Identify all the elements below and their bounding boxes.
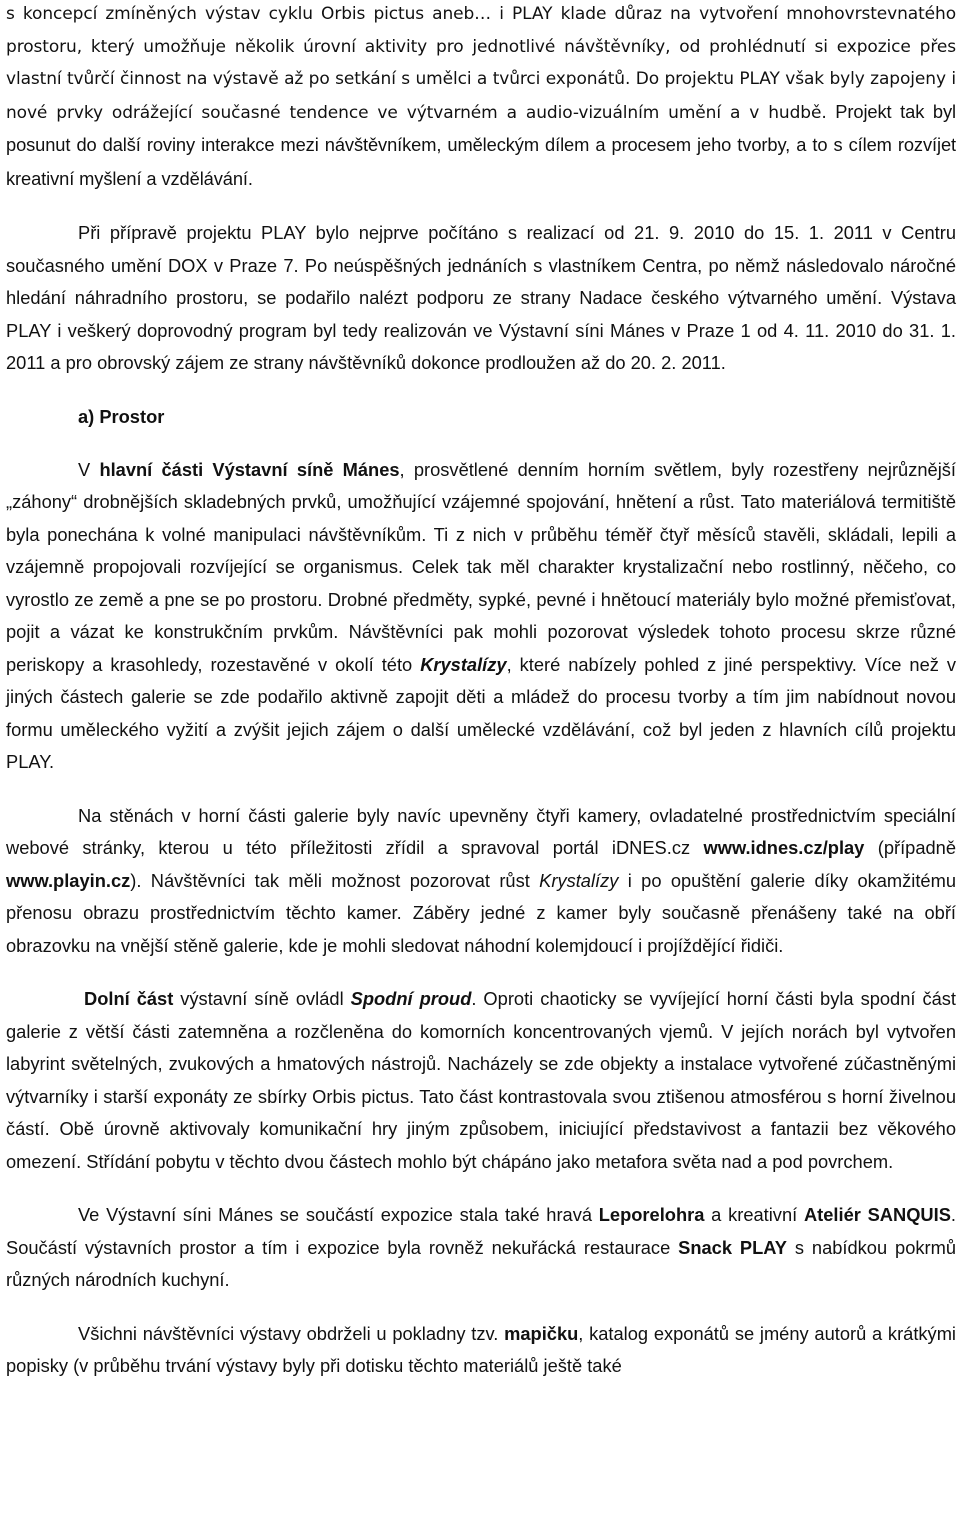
section-heading: a) Prostor [78, 405, 165, 427]
paragraph-lower-part [6, 983, 956, 1178]
spodni-proud-term: Spodní proud [350, 988, 472, 1009]
paragraph-main-hall [6, 454, 956, 779]
cameras-text: i po opuštění galerie díky okamžitému přenosu obrazu prostřednictvím těchto kamer. Záběry jedné z kamer byly současně přenášeny také na obří obrazovku na vnější stěně galerie, kde je mohli sledovat náhodní kolemjdoucí i projíždějící řidiči. [6, 869, 956, 956]
preparation-text-part1: Při přípravě projektu PLAY bylo nejprve počítáno s realizací od 21. 9. 2010 do 15. 1. 2011 v Centru současného umění DOX v Praze 7. [6, 222, 956, 276]
paragraph-preparation [6, 217, 956, 380]
cameras-text: (případně [864, 837, 956, 858]
preparation-text-part2: Po neúspěšných jednáních s vlastníkem Centra, po němž následovalo náročné hledání náhradního prostoru, se podařilo nalézt podporu ze strany Nadace českého výtvarného umění. Výstava PLAY i veškerý doprovodný program byl tedy realizován ve Výstavní síni Mánes v Praze 1 od 4. 11. 2010 do 31. 1. 2011 a pro obrovský zájem ze strany návštěvníků dokonce prodloužen až do 20. 2. 2011. [6, 254, 956, 373]
paragraph-cameras [6, 800, 956, 963]
krystaliza-term: Krystalízy [420, 653, 507, 675]
mapicka-bold: mapičku [504, 1322, 579, 1344]
main-hall-text: , prosvětlené denním horním světlem, byly rozestřeny nejrůznější „záhony“ drobnějších skladebných prvků, umožňující vzájemné spojování, hnětení a růst. Tato materiálová termitiště byla ponechána k volné manipulaci návštěvníkům. Ti z nich v průběhu téměř čtyř měsíců stavěli, skládali, lepili a vzájemně propojovali rozvíjející se organismus. Celek tak měl charakter krystalizační nebo rostlinný, něčeho, co vyrostlo ze země a pne se po prostoru. Drobné předměty, sypké, pevné i hnětoucí materiály bylo možné přemisťovat, pojit a vázat ke konstrukčním prvkům. Návštěvníci pak mohli pozorovat výsledek tohoto procesu skrze různé periskopy a krasohledy, rozestavěné v okolí této [6, 458, 956, 675]
lower-part-text: . Oproti chaoticky se vyvíjející horní části byla spodní část galerie z větší části zatemněna a rozčleněna do komorních koncentrovaných vjemů. V jejích norách byl vytvořen labyrint světelných, zvukových a hmatových nástrojů. Nacházely se zde objekty a instalace vytvořené zúčastněnými výtvarníky i starší exponáty ze sbírky Orbis pictus. Tato část kontrastovala svou ztišenou atmosférou s horní živelnou částí. Obě úrovně aktivovaly komunikační hry jiným způsobem, iniciující představivost a fantazii bez věkového omezení. Střídání pobytu v těchto dvou částech mohlo být chápáno jako metafora světa nad a pod povrchem. [6, 988, 956, 1172]
document-page [6, 0, 956, 1383]
map-text: Všichni návštěvníci výstavy obdrželi u pokladny tzv. [78, 1322, 505, 1344]
krystaliza-term: Krystalízy [539, 869, 619, 891]
link-playin[interactable]: www.playin.cz [6, 869, 131, 891]
lower-part-bold: Dolní část [84, 988, 174, 1009]
paragraph-map [6, 1318, 956, 1383]
leporelohra-text: s nabídkou pokrmů různých národních kuchyní. [6, 1236, 956, 1290]
cameras-text: Na stěnách v horní části galerie byly navíc upevněny čtyři kamery, ovladatelné prostřednictvím speciální webové stránky, kterou u této příležitosti zřídil a spravoval portál iDNES.cz [6, 804, 956, 858]
leporelohra-text: Ve Výstavní síni Mánes se součástí expozice stala také hravá [78, 1204, 599, 1225]
cameras-text: ). Návštěvníci tak měli možnost pozorovat růst [130, 869, 540, 891]
leporelohra-bold: Leporelohra [598, 1204, 705, 1225]
lower-part-text: výstavní síně ovládl [173, 988, 351, 1009]
paragraph-intro [6, 0, 956, 196]
snack-play-bold: Snack PLAY [678, 1236, 787, 1258]
leporelohra-text: a kreativní [704, 1204, 804, 1225]
main-hall-text: , které nabízely pohled z jiné perspektivy. Více než v jiných částech galerie se zde podařilo aktivně zapojit děti a mládež do procesu tvorby a tím jim nabídnout novou formu uměleckého vyžití a zvýšit jejich zájem o další umělecké vzdělávání, což byl jeden z hlavních cílů projektu PLAY. [6, 653, 956, 772]
intro-text-part1: s koncepcí zmíněných výstav cyklu Orbis pictus aneb… i PLAY klade důraz na vytvoření mnohovrstevnatého prostoru, který umožňuje několik úrovní aktivity pro jednotlivé návštěvníky, od prohlédnutí si expozice přes vlastní tvůrčí činnost na výstavě až po setkání s umělci a tvůrci exponátů. Do projektu PLAY však byly zapojeny i nové prvky odrážející současné tendence ve výtvarném a audio-vizuálním umění a v hudbě. [6, 4, 956, 123]
map-text: , katalog exponátů se jmény autorů a krátkými popisky (v průběhu trvání výstavy byly při dotisku těchto materiálů ještě také [6, 1322, 956, 1376]
link-idnes-play[interactable]: www.idnes.cz/play [703, 837, 865, 858]
main-hall-bold: hlavní části Výstavní síně Mánes [99, 458, 400, 480]
leporelohra-text: . Součástí výstavních prostor a tím i expozice byla rovněž nekuřácká restaurace [6, 1204, 956, 1258]
paragraph-leporelohra [6, 1199, 956, 1297]
main-hall-text: V [78, 458, 100, 480]
intro-text-part2: Projekt tak byl posunut do další roviny interakce mezi návštěvníkem, uměleckým dílem a procesem jeho tvorby, a to s cílem rozvíjet kreativní myšlení a vzdělávání. [6, 100, 956, 189]
atelier-sanquis-bold: Ateliér SANQUIS [803, 1204, 951, 1225]
